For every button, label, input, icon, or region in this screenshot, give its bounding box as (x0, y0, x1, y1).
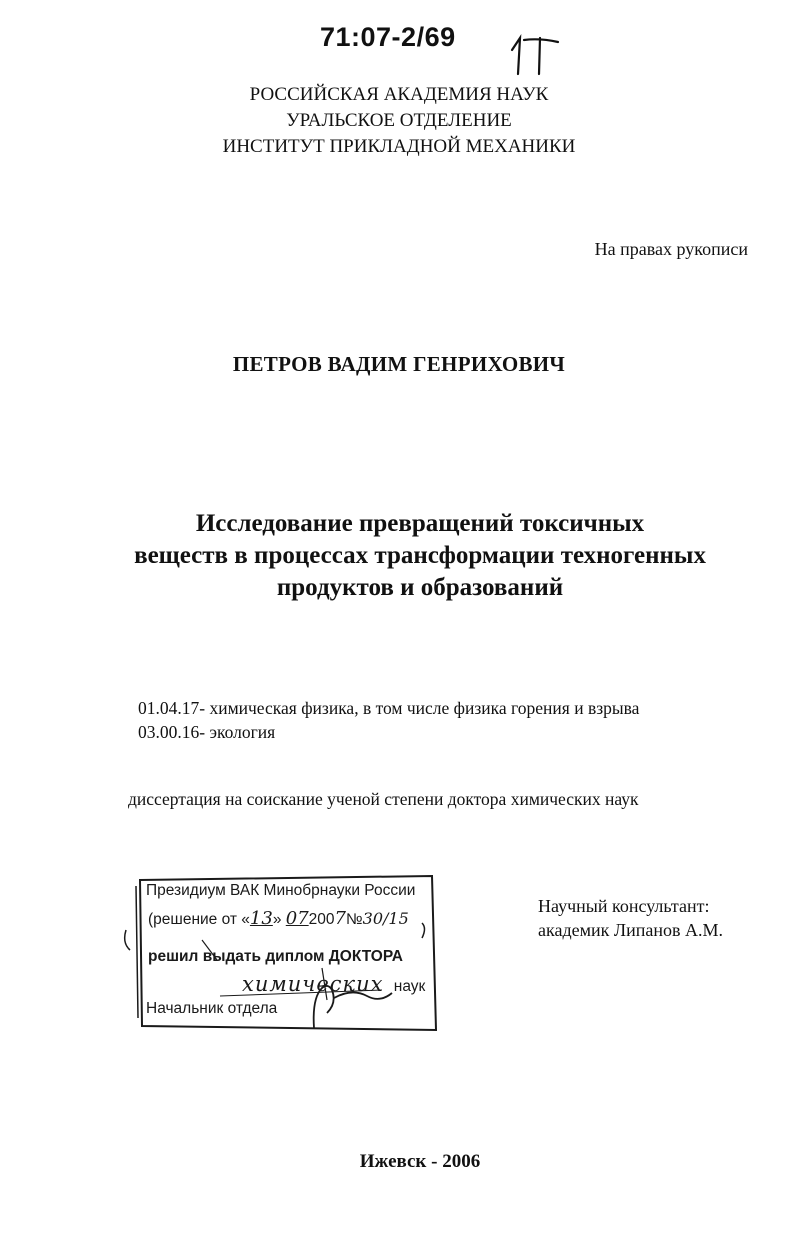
stamp-line-2 (148, 908, 409, 929)
stamp-year-digit: 7 (334, 908, 346, 929)
stamp-decision-prefix: (решение от « (148, 911, 250, 928)
specialty-1: 01.04.17- химическая физика, в том числе физика горения и взрыва (138, 698, 640, 718)
title-line-1: Исследование превращений токсичных (195, 510, 645, 537)
footer-city-year: Ижевск - 2006 (359, 1151, 481, 1172)
stamp-field-suffix: наук (393, 978, 426, 995)
title-line-3: продуктов и образований (276, 574, 564, 601)
stamp-year-prefix: 200 (308, 911, 335, 928)
organization-block (0, 82, 798, 160)
stamp-month: 07 (285, 908, 309, 929)
stamp-day: 13 (249, 908, 273, 929)
vak-stamp (122, 868, 452, 1038)
org-institute: ИНСТИТУТ ПРИКЛАДНОЙ МЕХАНИКИ (222, 136, 576, 157)
consultant-name: академик Липанов А.М. (538, 920, 723, 940)
stamp-quote: » (272, 911, 286, 928)
stamp-line-5: Начальник отдела (146, 1000, 278, 1017)
registration-code: 71:07-2/69 (320, 22, 456, 52)
manuscript-note: На правах рукописи (594, 239, 748, 259)
author-name: ПЕТРОВ ВАДИМ ГЕНРИХОВИЧ (232, 352, 566, 376)
stamp-number: 30/15 (362, 909, 409, 928)
stamp-line-3: решил выдать диплом ДОКТОРА (148, 948, 404, 965)
stamp-line-1: Президиум ВАК Минобрнауки России (146, 882, 416, 899)
degree-statement: диссертация на соискание ученой степени доктора химических наук (128, 789, 639, 809)
consultant-label: Научный консультант: (538, 896, 710, 916)
org-branch: УРАЛЬСКОЕ ОТДЕЛЕНИЕ (286, 110, 512, 131)
stamp-field: химических (242, 972, 384, 996)
handwritten-note (506, 28, 566, 78)
dissertation-title (0, 508, 798, 604)
specialty-2: 03.00.16- экология (138, 722, 276, 742)
org-academy: РОССИЙСКАЯ АКАДЕМИЯ НАУК (249, 84, 549, 105)
stamp-number-label: № (346, 911, 363, 928)
stamp-line-4 (242, 972, 425, 996)
title-line-2: веществ в процессах трансформации техногенных (134, 542, 706, 569)
